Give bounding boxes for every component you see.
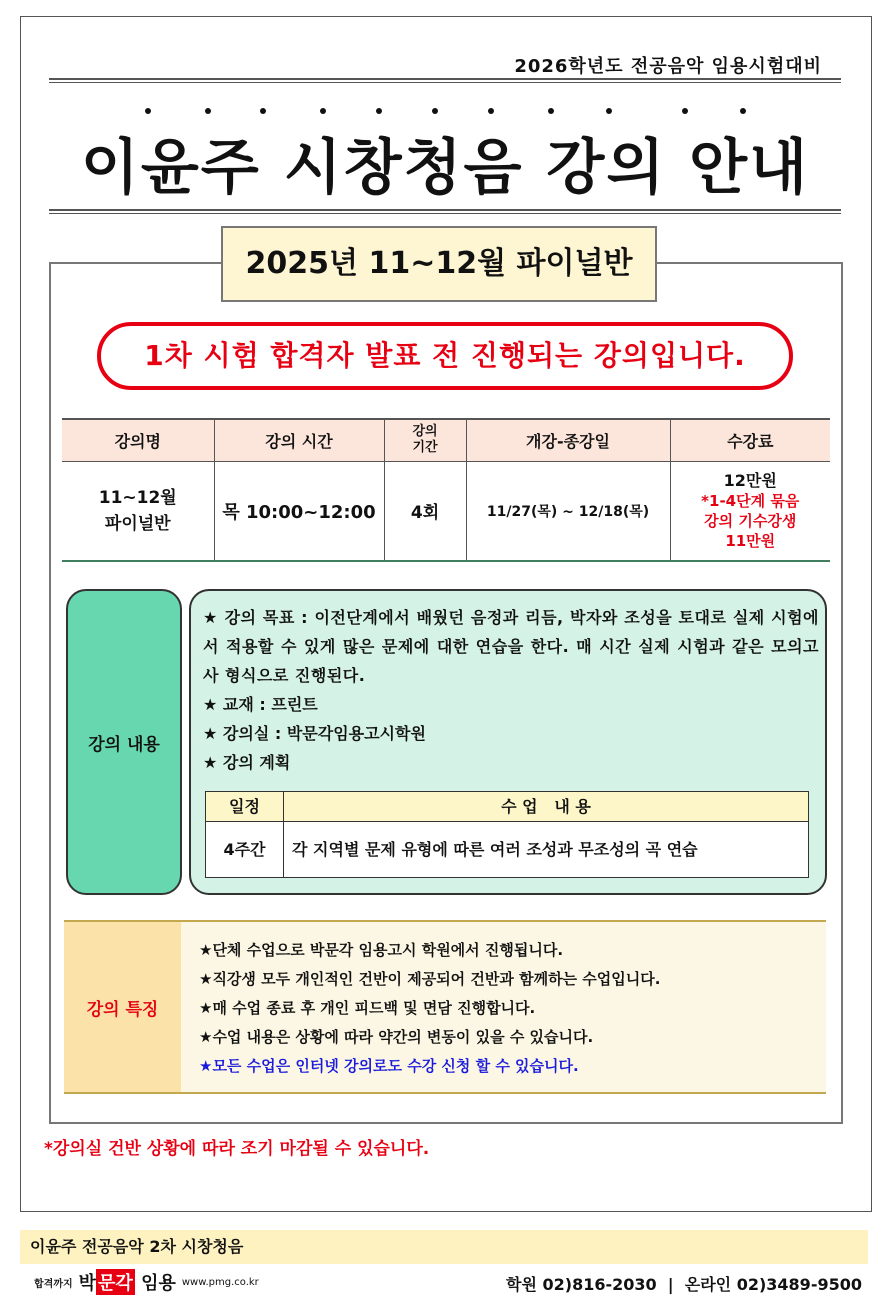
cell-course-period: 4회 [384, 461, 466, 561]
features-rule-bottom [64, 1092, 826, 1094]
contact-info: 학원 02)816-2030 | 온라인 02)3489-9500 [506, 1275, 862, 1294]
course-banner: 2025년 11~12월 파이널반 [221, 226, 657, 302]
title-rule-bottom [49, 209, 841, 214]
features-label: 강의 특징 [64, 922, 181, 1092]
emphasis-dots [0, 108, 890, 118]
fee-discount-note: *1-4단계 묶음 강의 기수강생 11만원 [701, 491, 800, 550]
table-row [62, 461, 830, 561]
cell-course-name: 11~12월 파이널반 [62, 461, 214, 561]
course-plan-table [205, 791, 809, 878]
fee-amount: 12만원 [723, 470, 777, 490]
cell-course-fee [670, 461, 830, 561]
footer-bar: 이윤주 전공음악 2차 시창청음 [20, 1230, 868, 1264]
content-label: 강의 내용 [66, 589, 182, 895]
table-row [206, 822, 809, 878]
list-item: ★매 수업 종료 후 개인 피드백 및 면담 진행합니다. [199, 999, 536, 1017]
content-box [189, 589, 827, 895]
table-header-row [62, 419, 830, 461]
logo-url: www.pmg.co.kr [181, 1276, 259, 1288]
plan-header-row [206, 792, 809, 822]
logo-brand: 박 문각 임용 [79, 1269, 176, 1295]
header-course-time: 강의 시간 [214, 419, 384, 461]
header-course-fee: 수강료 [670, 419, 830, 461]
course-textbook: ★ 교재 : 프린트 [203, 695, 318, 714]
features-box [181, 922, 826, 1092]
logo-tagline: 합격까지 [34, 1278, 73, 1290]
header-course-name: 강의명 [62, 419, 214, 461]
notice-pill: 1차 시험 합격자 발표 전 진행되는 강의입니다. [97, 322, 793, 390]
pmg-logo [34, 1271, 259, 1293]
plan-header-content: 수 업 내 용 [284, 792, 809, 822]
title-rule-top [49, 78, 841, 83]
list-item: ★모든 수업은 인터넷 강의로도 수강 신청 할 수 있습니다. [199, 1057, 579, 1075]
list-item: ★수업 내용은 상황에 따라 약간의 변동이 있을 수 있습니다. [199, 1028, 594, 1046]
plan-schedule: 4주간 [206, 822, 284, 878]
course-classroom: ★ 강의실 : 박문각임용고시학원 [203, 724, 426, 743]
header-course-dates: 개강-종강일 [466, 419, 670, 461]
cell-course-time: 목 10:00~12:00 [214, 461, 384, 561]
header-course-period: 강의 기간 [384, 419, 466, 461]
list-item: ★직강생 모두 개인적인 건반이 제공되어 건반과 함께하는 수업입니다. [199, 970, 661, 988]
list-item: ★단체 수업으로 박문각 임용고시 학원에서 진행됩니다. [199, 941, 564, 959]
plan-content: 각 지역별 문제 유형에 따른 여러 조성과 무조성의 곡 연습 [284, 822, 809, 878]
cell-course-dates: 11/27(목) ~ 12/18(목) [466, 461, 670, 561]
closing-footnote: *강의실 건반 상황에 따라 조기 마감될 수 있습니다. [44, 1139, 430, 1159]
course-goal: ★ 강의 목표 : 이전단계에서 배웠던 음정과 리듬, 박자와 조성을 토대로 실제 시험에서 적용할 수 있게 많은 문제에 대한 연습을 한다. 매 시간 실제 시험과 같은 모의고사 형식으로 진행된다. [203, 608, 819, 685]
plan-header-schedule: 일정 [206, 792, 284, 822]
exam-subtitle: 2026학년도 전공음악 임용시험대비 [514, 56, 822, 77]
page-title: 이윤주 시창청음 강의 안내 [80, 133, 810, 203]
course-info-table [62, 418, 830, 562]
course-plan-title: ★ 강의 계획 [203, 753, 291, 772]
